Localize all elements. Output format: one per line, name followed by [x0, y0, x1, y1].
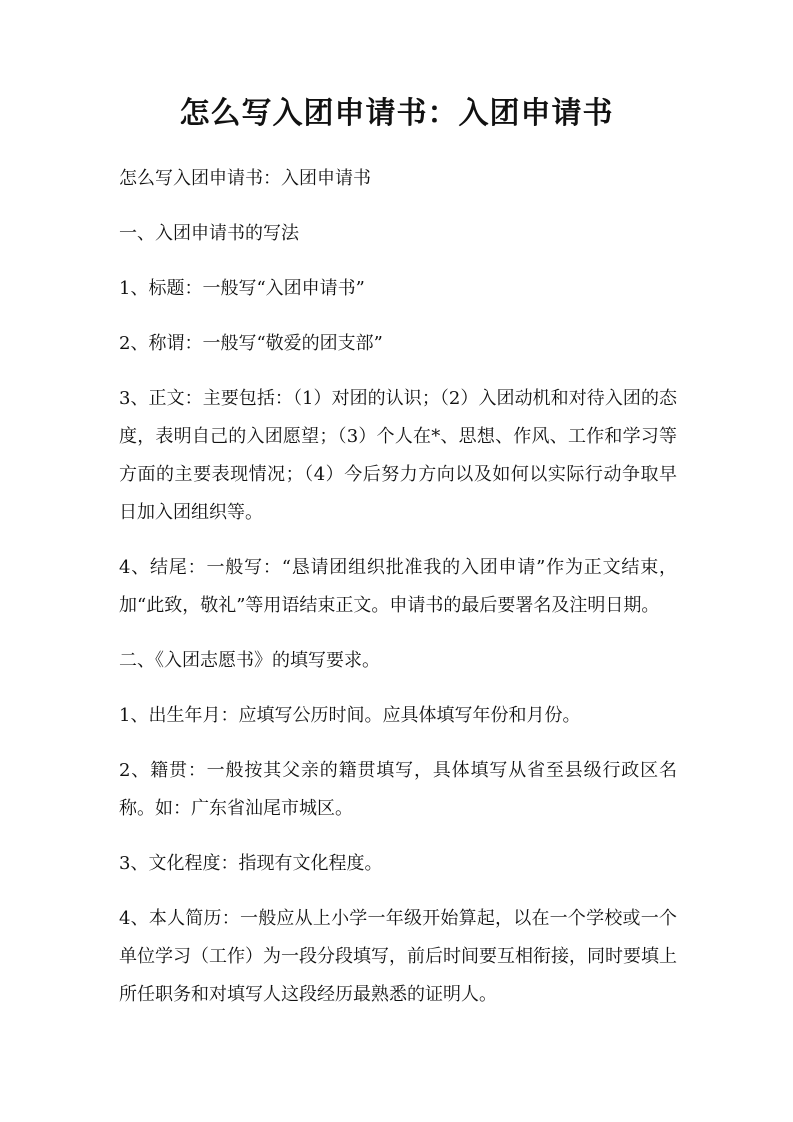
section-heading-form-requirements: 二、《入团志愿书》的填写要求。: [119, 650, 380, 671]
paragraph-title-rule: 1、标题：一般写“入团申请书”: [119, 278, 365, 299]
paragraph-personal-resume: 4、本人简历：一般应从上小学一年级开始算起，以在一个学校或一个单位学习（工作）为一段分段填写，前后时间要互相衔接，同时要填上所任职务和对填写人这段经历最熟悉的证明人。: [119, 908, 677, 1005]
paragraph-salutation-rule: 2、称谓：一般写“敬爱的团支部”: [119, 333, 383, 354]
section-heading-writing-method: 一、入团申请书的写法: [119, 223, 299, 244]
paragraph-body-rule: 3、正文：主要包括：（1）对团的认识；（2）入团动机和对待入团的态度，表明自己的入团愿望；（3）个人在*、思想、作风、工作和学习等方面的主要表现情况；（4）今后努力方向以及如何以实际行动争取早日加入团组织等。: [119, 388, 677, 523]
paragraph-birth-date: 1、出生年月：应填写公历时间。应具体填写年份和月份。: [119, 705, 581, 726]
paragraph-subtitle: 怎么写入团申请书：入团申请书: [119, 168, 371, 189]
paragraph-education-level: 3、文化程度：指现有文化程度。: [119, 853, 383, 874]
document-body: [119, 160, 677, 1031]
paragraph-native-place: 2、籍贯：一般按其父亲的籍贯填写，具体填写从省至县级行政区名称。如：广东省汕尾市城区。: [119, 760, 677, 819]
paragraph-ending-rule: 4、结尾：一般写：“恳请团组织批准我的入团申请”作为正文结束，加“此致，敬礼”等用语结束正文。申请书的最后要署名及注明日期。: [119, 557, 677, 616]
document-title: 怎么写入团申请书：入团申请书: [179, 96, 614, 131]
